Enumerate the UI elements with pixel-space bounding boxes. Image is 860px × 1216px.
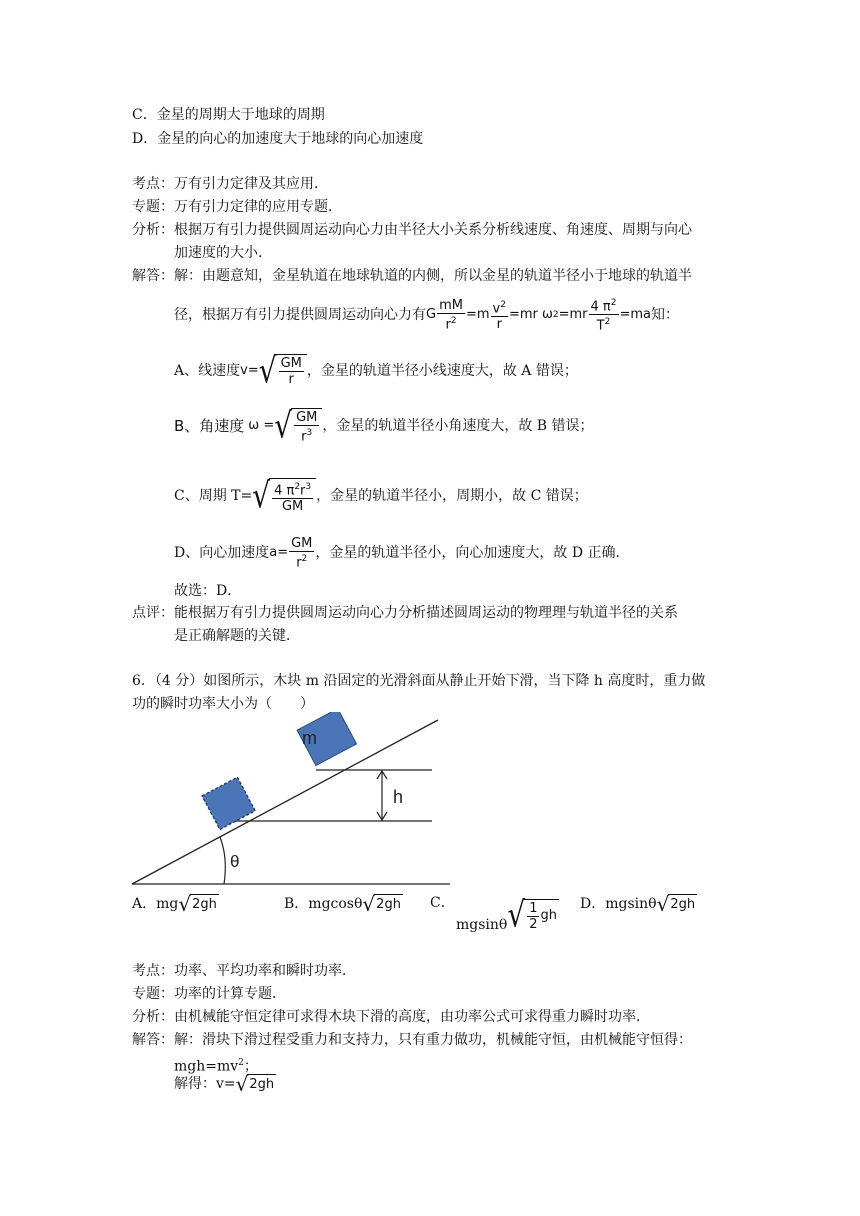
sqrt-2gh: √ 2gh: [656, 892, 696, 916]
num-4pi: 4 π: [274, 483, 295, 499]
num-1: 1: [529, 900, 538, 916]
line-a-post: ，金星的轨道半径小线速度大，故 A 错误；: [306, 362, 578, 379]
q5-fenxi-2: 加速度的大小．: [174, 245, 272, 261]
q5-line-a: [174, 349, 578, 391]
formula-mr-omega: =mr ω: [508, 306, 553, 322]
jieda-2-post: ；: [243, 1058, 258, 1075]
q5-jieda-1: 解答：解：由题意知，金星轨道在地球轨道的内侧，所以金星的轨道半径小于地球的轨道半: [132, 268, 692, 284]
q6-option-c-label: C．: [430, 895, 455, 911]
sqrt-2gh: √ 2gh: [235, 1072, 275, 1096]
q5-fenxi-1: 分析：根据万有引力提供圆周运动向心力由半径大小关系分析线速度、角速度、周期与向心: [132, 222, 692, 238]
opt-c-gh: gh: [540, 908, 557, 923]
line-c-pre: C、周期 T=: [174, 488, 253, 505]
frac-mM-r2: [437, 298, 465, 332]
den-r: r: [296, 555, 302, 571]
sqrt-half-gh: √ $\frac{1}{2}$ gh: [507, 893, 557, 935]
label-theta: θ: [230, 852, 240, 871]
q5-guxuan: 故选：D．: [174, 583, 242, 599]
den-2: 2: [529, 916, 538, 932]
q6-jieda-1: 解答：解：滑块下滑过程受重力和支持力，只有重力做功，机械能守恒，由机械能守恒得：: [132, 1032, 692, 1048]
q5-option-d: D．金星的向心的加速度大于地球的向心加速度: [132, 131, 424, 147]
frac-4pi2-T2: [589, 296, 619, 334]
q5-line-c: [174, 474, 588, 517]
formula-ma: =ma: [619, 306, 652, 322]
num-GM: GM: [280, 356, 302, 371]
num-GM: GM: [296, 410, 318, 425]
label-m: m: [302, 728, 317, 748]
opt-a-mg: mg: [156, 896, 179, 912]
num-4pi: 4 π: [590, 299, 611, 315]
q6-zhuanti: 专题：功率的计算专题．: [132, 986, 286, 1002]
q5-option-c: C．金星的周期大于地球的周期: [132, 107, 325, 123]
q6-option-d: [580, 894, 697, 914]
q6-kaodian: 考点：功率、平均功率和瞬时功率．: [132, 963, 356, 979]
q6-stem-2: 功的瞬时功率大小为（ ）: [132, 696, 314, 712]
opt-c-mgsin: mgsinθ: [456, 917, 508, 933]
q6-jieda-3: [174, 1074, 276, 1094]
q5-dianping-1: 点评：能根据万有引力提供圆周运动向心力分析描述圆周运动的物理理与轨道半径的关系: [132, 605, 678, 621]
opt-d-mgsin: mgsinθ: [605, 896, 657, 912]
incline-figure: [120, 712, 450, 890]
gravitation-formula: [426, 296, 651, 334]
q5-jieda-2-post: 知：: [651, 306, 680, 323]
sup-3: 3: [306, 428, 313, 438]
num-GM: GM: [291, 536, 313, 551]
line-d-a: a=: [269, 545, 289, 561]
opt-b-mgcos: mgcosθ: [308, 896, 363, 912]
line-d-pre: D、向心加速度: [174, 545, 270, 562]
sqrt-gm-r3: √ $\frac{GM}{r^3}$: [274, 408, 322, 444]
sqrt-2gh: √ 2gh: [178, 892, 217, 916]
label-h: h: [393, 787, 404, 807]
frac-v2-r: [491, 298, 508, 332]
sup-3: 3: [305, 482, 312, 492]
den-r: r: [496, 316, 502, 332]
frac-gm-r2: [289, 536, 314, 570]
sqrt-4pi2r3-gm: √ $\frac{4 \pi^2r^3}{GM}$: [252, 478, 316, 514]
jieda-2-sup: 2: [238, 1058, 244, 1068]
q5-dianping-2: 是正确解题的关键．: [174, 628, 300, 644]
angle-arc: [220, 837, 225, 884]
sup-2: 2: [552, 309, 559, 320]
den-GM: GM: [281, 499, 304, 515]
q6-option-c: [456, 893, 559, 935]
line-d-post: ，金星的轨道半径小，向心加速度大，故 D 正确．: [315, 545, 630, 562]
q6-stem-1: 6．（4 分）如图所示，木块 m 沿固定的光滑斜面从静止开始下滑，当下降 h 高度时，重力做: [132, 673, 706, 689]
num-mM: mM: [439, 297, 463, 313]
line-a-pre: A、线速度: [174, 362, 241, 379]
line-c-post: ，金星的轨道半径小，周期小，故 C 错误；: [316, 488, 588, 505]
q6-option-a: [132, 894, 219, 914]
line-b-pre: B、角速度: [174, 417, 245, 436]
line-a-v: v=: [240, 362, 259, 378]
sup-2: 2: [301, 554, 308, 564]
line-b-post: ，金星的轨道半径小角速度大，故 B 错误；: [322, 418, 594, 435]
q5-jieda-2-pre: 径，根据万有引力提供圆周运动向心力有: [174, 306, 426, 323]
opt-b-2gh: 2gh: [374, 894, 403, 914]
sup-2: 2: [500, 299, 506, 310]
den-r: r: [301, 429, 307, 445]
den-r: r: [288, 372, 294, 387]
formula-eq-mr: =mr: [558, 306, 588, 322]
sup-2: 2: [610, 298, 617, 308]
sup-2: 2: [450, 315, 457, 326]
q5-line-d: [174, 536, 630, 570]
opt-a-2gh: 2gh: [190, 894, 219, 914]
q5-zhuanti: 专题：万有引力定律的应用专题．: [132, 199, 342, 215]
den-T: T: [596, 318, 605, 334]
q6-option-b: [284, 894, 403, 914]
jieda-2-main: mgh=mv: [174, 1058, 239, 1075]
opt-a-label: A．: [132, 896, 157, 912]
num-v: v: [492, 300, 501, 316]
line-b-omega: ω =: [248, 418, 275, 434]
sup-2: 2: [294, 482, 301, 492]
sup-2: 2: [604, 317, 611, 328]
opt-d-2gh: 2gh: [668, 894, 697, 914]
q6-fenxi: 分析：由机械能守恒定律可求得木块下滑的高度，由功率公式可求得重力瞬时功率．: [132, 1009, 650, 1025]
sqrt-2gh: √ 2gh: [362, 892, 401, 916]
jieda-3-pre: 解得：v=: [174, 1076, 236, 1092]
formula-G: G: [426, 306, 437, 322]
opt-b-label: B．: [284, 896, 309, 912]
formula-eq-m: =m: [465, 306, 490, 322]
q5-kaodian: 考点：万有引力定律及其应用．: [132, 176, 328, 192]
q5-line-b: [174, 404, 594, 447]
den-r: r: [445, 316, 451, 332]
sqrt-gm-r: √ $\frac{GM}{r}$: [259, 354, 307, 387]
num-r: r: [300, 483, 306, 499]
opt-d-label: D．: [580, 896, 606, 912]
jieda-3-2gh: 2gh: [247, 1074, 276, 1094]
q5-jieda-2: [174, 296, 679, 334]
